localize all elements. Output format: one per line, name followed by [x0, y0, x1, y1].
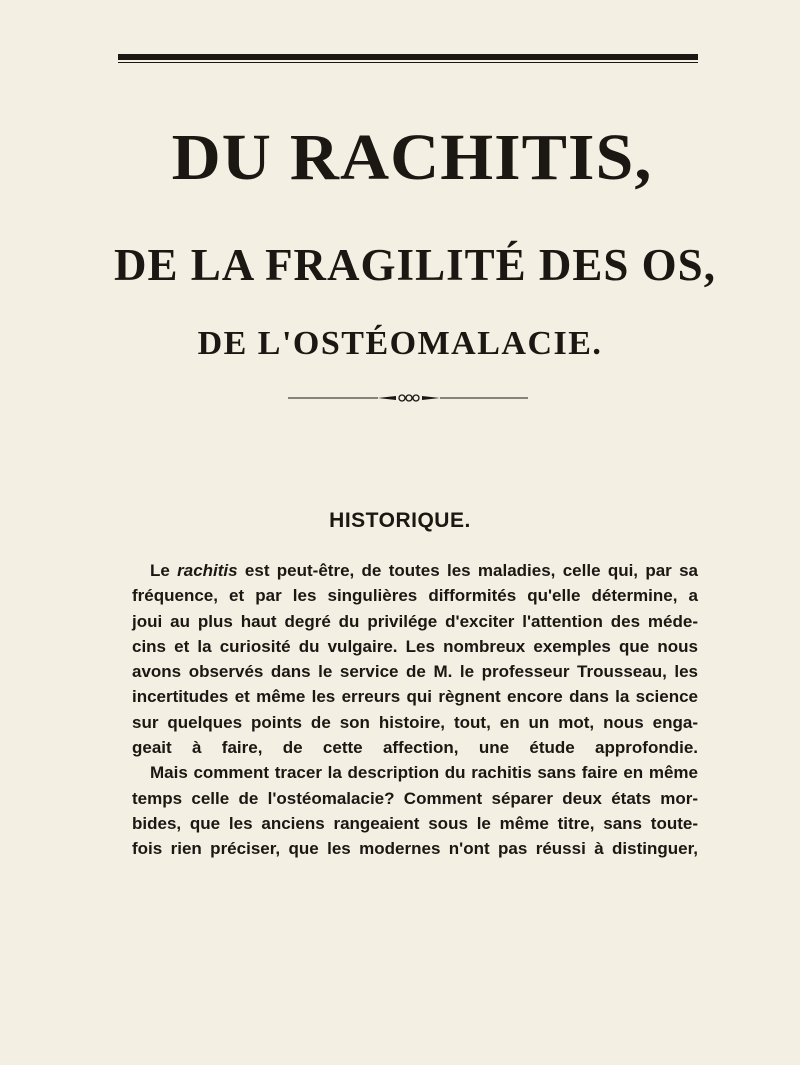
ornament-divider [288, 392, 528, 404]
text-segment: geait à faire, de cette affection, une étude approfondie. [132, 738, 698, 758]
page-subtitle: DE LA FRAGILITÉ DES OS, [114, 240, 716, 290]
paragraph [132, 760, 698, 861]
text-segment: sur quelques points de son histoire, tout, en un mot, nous enga- [132, 712, 698, 732]
text-segment: cins et la curiosité du vulgaire. Les nombreux exemples que nous [132, 636, 698, 656]
text-segment: joui au plus haut degré du privilége d'exciter l'attention des méde- [132, 611, 698, 631]
section-heading: HISTORIQUE. [329, 509, 471, 532]
page-title: DU RACHITIS, [171, 121, 653, 194]
text-line [132, 786, 698, 811]
text-line [132, 735, 698, 760]
page-subtitle-secondary: DE L'OSTÉOMALACIE. [197, 325, 603, 362]
text-line [132, 583, 698, 608]
text-segment: temps celle de l'ostéomalacie? Comment séparer deux états mor- [132, 788, 698, 808]
text-line [132, 659, 698, 684]
top-rule [118, 54, 698, 60]
text-line [132, 634, 698, 659]
text-segment: incertitudes et même les erreurs qui règnent encore dans la science [132, 687, 698, 707]
text-line [132, 760, 698, 785]
top-rule-thin [118, 62, 698, 63]
text-line [132, 811, 698, 836]
text-line [132, 684, 698, 709]
text-line [132, 710, 698, 735]
text-segment: avons observés dans le service de M. le professeur Trousseau, les [132, 662, 698, 682]
text-line [132, 836, 698, 861]
text-line [132, 558, 698, 583]
paragraph-container [132, 558, 698, 862]
body-text [132, 558, 698, 862]
text-segment: fois rien préciser, que les modernes n'ont pas réussi à distinguer, [132, 839, 698, 859]
text-segment: rachitis [177, 561, 238, 580]
text-segment: est peut-être, de toutes les maladies, celle qui, par sa [237, 561, 698, 580]
text-segment: bides, que les anciens rangeaient sous le même titre, sans toute- [132, 813, 698, 833]
text-segment: Le [150, 561, 178, 580]
text-segment: fréquence, et par les singulières difformités qu'elle détermine, a [132, 586, 698, 606]
text-line [132, 609, 698, 634]
paragraph [132, 558, 698, 760]
text-segment: Mais comment tracer la description du rachitis sans faire en même [150, 763, 698, 783]
